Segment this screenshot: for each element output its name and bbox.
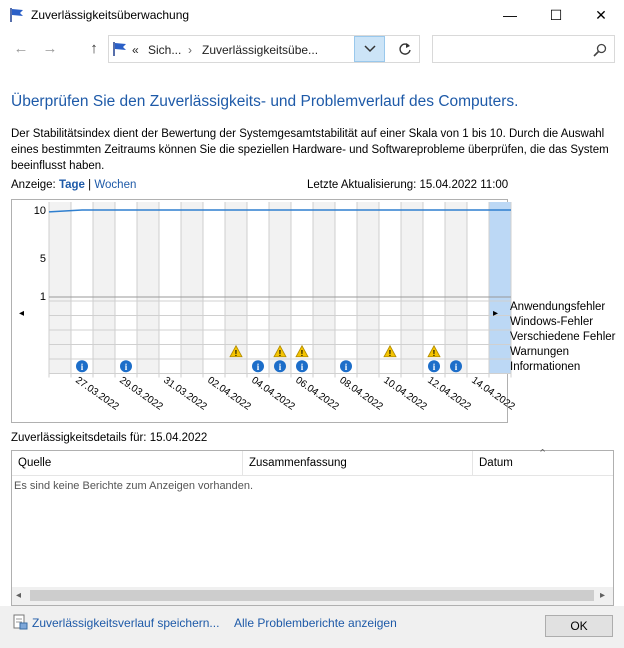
day-column xyxy=(445,202,467,374)
chart-scroll-left-icon[interactable]: ◂ xyxy=(19,308,25,319)
x-tick-label: 10.04.2022 xyxy=(381,374,429,413)
breadcrumb-separator: › xyxy=(188,43,192,57)
back-icon[interactable]: ← xyxy=(13,40,29,57)
x-tick-label: 06.04.2022 xyxy=(293,374,341,413)
legend-application-errors: Anwendungsfehler xyxy=(510,301,606,313)
x-tick-label: 12.04.2022 xyxy=(425,374,473,413)
view-weeks-link[interactable]: Wochen xyxy=(94,179,137,191)
horizontal-scrollbar[interactable] xyxy=(12,587,613,605)
info-icon: i xyxy=(124,361,128,372)
view-separator: | xyxy=(88,179,92,191)
day-column xyxy=(335,202,357,374)
details-label: Zuverlässigkeitsdetails für: 15.04.2022 xyxy=(11,432,208,444)
x-tick-label: 31.03.2022 xyxy=(161,374,209,413)
details-table[interactable] xyxy=(11,450,614,606)
forward-icon[interactable]: → xyxy=(42,40,58,57)
info-icon: i xyxy=(278,361,282,372)
y-tick-label: 5 xyxy=(39,252,46,265)
refresh-button[interactable] xyxy=(388,36,420,62)
x-tick-label: 29.03.2022 xyxy=(117,374,165,413)
day-column xyxy=(137,202,159,374)
title-bar xyxy=(0,0,624,30)
day-column xyxy=(401,202,423,374)
day-column xyxy=(357,202,379,374)
view-label: Anzeige: xyxy=(11,179,56,191)
x-tick-label: 14.04.2022 xyxy=(469,374,517,413)
day-column xyxy=(159,202,181,374)
up-icon[interactable]: ↑ xyxy=(90,40,98,57)
day-column xyxy=(49,202,71,374)
page-title: Überprüfen Sie den Zuverlässigkeits- und Problemverlauf des Computers. xyxy=(11,93,519,110)
info-icon: i xyxy=(256,361,260,372)
view-days-link[interactable]: Tage xyxy=(58,179,85,191)
warning-icon: ! xyxy=(432,348,436,358)
day-column xyxy=(489,202,511,374)
reliability-chart[interactable] xyxy=(11,199,517,423)
column-header-date[interactable]: Datum xyxy=(479,457,513,469)
warning-icon: ! xyxy=(300,348,304,358)
breadcrumb-item[interactable]: Zuverlässigkeitsübe... xyxy=(202,43,319,57)
warning-icon: ! xyxy=(388,348,392,358)
flag-icon xyxy=(112,41,128,57)
day-column xyxy=(71,202,93,374)
search-input[interactable] xyxy=(432,35,615,63)
last-update: Letzte Aktualisierung: 15.04.2022 11:00 xyxy=(307,179,509,191)
legend-warnings: Warnungen xyxy=(510,346,570,358)
save-report-icon xyxy=(12,614,28,630)
y-tick-label: 1 xyxy=(39,291,46,303)
header-divider xyxy=(12,475,613,476)
search-icon xyxy=(593,43,607,57)
all-reports-link[interactable]: Alle Problemberichte anzeigen xyxy=(234,616,397,630)
scroll-left-icon[interactable]: ◂ xyxy=(16,590,22,601)
column-header-summary[interactable]: Zusammenfassung xyxy=(243,451,473,475)
ok-button[interactable]: OK xyxy=(545,615,613,637)
x-tick-label: 04.04.2022 xyxy=(249,374,297,413)
x-tick-label: 08.04.2022 xyxy=(337,374,385,413)
day-column xyxy=(203,202,225,374)
column-header-source[interactable]: Quelle xyxy=(12,451,243,475)
save-history-link[interactable]: Zuverlässigkeitsverlauf speichern... xyxy=(32,616,220,630)
x-tick-label: 02.04.2022 xyxy=(205,374,253,413)
close-button[interactable]: ✕ xyxy=(595,7,607,23)
chart-scroll-right-icon[interactable]: ▸ xyxy=(493,308,499,319)
info-icon: i xyxy=(432,361,436,372)
info-icon: i xyxy=(80,361,84,372)
info-icon: i xyxy=(300,361,304,372)
refresh-icon xyxy=(398,42,412,56)
day-column xyxy=(313,202,335,374)
day-column xyxy=(115,202,137,374)
window-title: Zuverlässigkeitsüberwachung xyxy=(31,8,190,22)
day-column xyxy=(467,202,489,374)
flag-icon xyxy=(9,7,25,23)
breadcrumb-overflow[interactable]: « xyxy=(132,43,139,57)
legend-windows-errors: Windows-Fehler xyxy=(510,316,594,328)
page-description: Der Stabilitätsindex dient der Bewertung der Systemgesamtstabilität auf einer Skala von 1 bis 10. Durch die Auswahl eines bestimmten Zeitraums können Sie die speziellen Hardware- und Softwareprobleme überprüfen, die das System beeinflusst haben. xyxy=(11,128,609,172)
chevron-down-icon xyxy=(364,45,376,53)
address-dropdown-button[interactable] xyxy=(354,36,385,62)
minimize-button[interactable]: — xyxy=(503,7,517,23)
legend-misc-errors: Verschiedene Fehler xyxy=(510,331,616,343)
legend-informations: Informationen xyxy=(510,361,581,373)
x-tick-label: 27.03.2022 xyxy=(73,374,121,413)
info-icon: i xyxy=(454,361,458,372)
sort-arrow-icon: ⌃ xyxy=(538,448,548,460)
day-column xyxy=(247,202,269,374)
warning-icon: ! xyxy=(234,348,238,358)
maximize-button[interactable]: ☐ xyxy=(549,7,563,23)
y-tick-label: 10 xyxy=(33,205,46,217)
scrollbar-thumb[interactable] xyxy=(30,590,594,601)
empty-message: Es sind keine Berichte zum Anzeigen vorhanden. xyxy=(14,480,254,492)
scroll-right-icon[interactable]: ▸ xyxy=(600,590,606,601)
breadcrumb-item[interactable]: Sich... xyxy=(148,43,182,57)
day-column xyxy=(181,202,203,374)
info-icon: i xyxy=(344,361,348,372)
view-switcher xyxy=(11,179,136,191)
warning-icon: ! xyxy=(278,348,282,358)
reliability-chart-svg xyxy=(12,200,517,422)
day-column xyxy=(93,202,115,374)
